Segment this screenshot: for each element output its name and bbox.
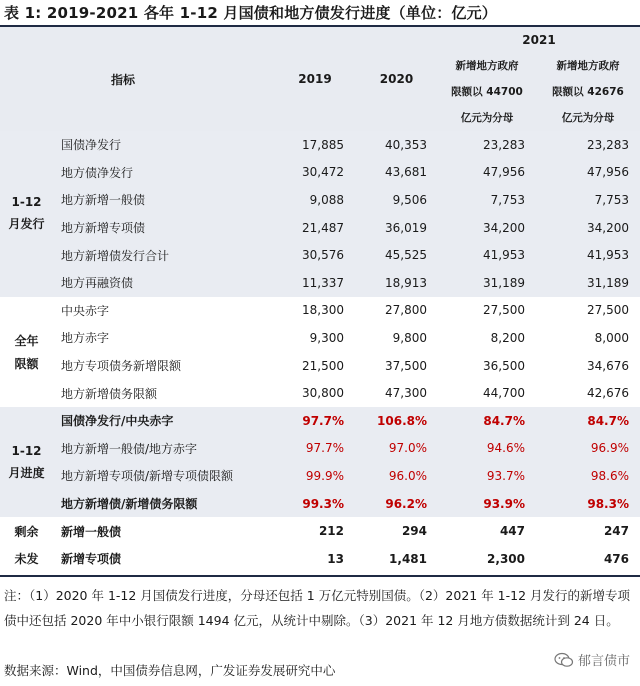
wechat-icon [554, 652, 574, 668]
header-indicator: 指标 [53, 27, 275, 131]
watermark [554, 650, 630, 669]
group-remaining-2: 未发 [0, 545, 53, 573]
header-2019: 2019 [275, 27, 355, 131]
table-row: 地方新增债/新增债务限额 99.3% 96.2% 93.9% 98.3% [0, 490, 640, 518]
header-2020: 2020 [355, 27, 438, 131]
group-quota: 全年 限额 [0, 297, 53, 407]
table-row: 全年 限额 中央赤字 18,300 27,800 27,500 27,500 [0, 297, 640, 325]
table-row: 地方新增债发行合计 30,576 45,525 41,953 41,953 [0, 241, 640, 269]
group-remaining-1: 剩余 [0, 517, 53, 545]
group-issuance: 1-12 月发行 [0, 131, 53, 297]
table-row: 地方专项债务新增限额 21,500 37,500 36,500 34,676 [0, 352, 640, 380]
group-progress: 1-12 月进度 [0, 407, 53, 517]
table-note: 注：（1）2020 年 1-12 月国债发行进度，分母还包括 1 万亿元特别国债。（2）2021 年 1-12 月发行的新增专项债中还包括 2020 年中小银行限额 1494 亿元，从统计中剔除。（3）2021 年 12 月地方债数据统计到 24 日。 [4, 588, 631, 628]
header-col3: 新增地方政府 限额以 44700 [438, 53, 536, 105]
header-2021: 2021 [438, 27, 640, 53]
table-row: 地方新增一般债 9,088 9,506 7,753 7,753 [0, 186, 640, 214]
table-row: 地方新增债务限额 30,800 47,300 44,700 42,676 [0, 379, 640, 407]
table-row: 地方再融资债 11,337 18,913 31,189 31,189 [0, 269, 640, 297]
table-row: 地方债净发行 30,472 43,681 47,956 47,956 [0, 159, 640, 187]
table-row: 1-12 月进度 国债净发行/中央赤字 97.7% 106.8% 84.7% 84.7% [0, 407, 640, 435]
table-row: 1-12 月发行 国债净发行 17,885 40,353 23,283 23,283 [0, 131, 640, 159]
table-row: 未发 新增专项债 13 1,481 2,300 476 [0, 545, 640, 573]
table-row: 地方新增一般债/地方赤字 97.7% 97.0% 94.6% 96.9% [0, 435, 640, 463]
table-title: 表 1: 2019-2021 各年 1-12 月国债和地方债发行进度（单位：亿元） [4, 4, 498, 22]
data-source: 数据来源：Wind，中国债券信息网，广发证券发展研究中心 [4, 663, 336, 678]
table-row: 地方新增专项债 21,487 36,019 34,200 34,200 [0, 214, 640, 242]
table-row: 地方赤字 9,300 9,800 8,200 8,000 [0, 324, 640, 352]
watermark-text: 郁言债市 [577, 654, 630, 669]
bond-issuance-table: 指标 2019 2020 2021 新增地方政府 限额以 44700 新增地方政府 限额以 42676 亿元为分母 亿元为分母 1-12 月发行 国债净发行 17,885 40,353 23,283 23,283 地方债净发行 30,472 43,681 47,956 47,956 地方新增一般债 9,088 9,506 7,753 7,753 地方新增专项债 21,487 36,019 34,200 34,200 地方新增债发行合计 30,576 45,525 41,953 41,953 地方再融资债 11,337 18,913 31,189 31,189 全年 限额 中央赤字 18,300 27,800 27,500 27,500 地方赤字 9,300 9,800 8,200 8,000 地方专项债务新增限额 21,500 37,500 36,500 34,676 地方新增债务限额 30,800 47,300 44,700 42,676 1-12 月进度 国债净发行/中央赤字 97.7% 106.8% 84.7% 84.7% 地方新增一般债/地方赤字 97.7% 97.0% 94.6% 96.9% 地方新增专项债/新增专项债限额 99.9% 96.0% 93.7% 98.6% 地方新增债/新增债务限额 99.3% 96.2% 93.9% 98.3% 剩余 新增一般债 212 294 447 247 未发 新增专项债 13 1,481 2,300 476 [0, 27, 640, 573]
header-col4: 新增地方政府 限额以 42676 [536, 53, 640, 105]
bottom-rule [0, 575, 640, 577]
header-row-1 [0, 27, 640, 53]
table-row: 剩余 新增一般债 212 294 447 247 [0, 517, 640, 545]
table-row: 地方新增专项债/新增专项债限额 99.9% 96.0% 93.7% 98.6% [0, 462, 640, 490]
